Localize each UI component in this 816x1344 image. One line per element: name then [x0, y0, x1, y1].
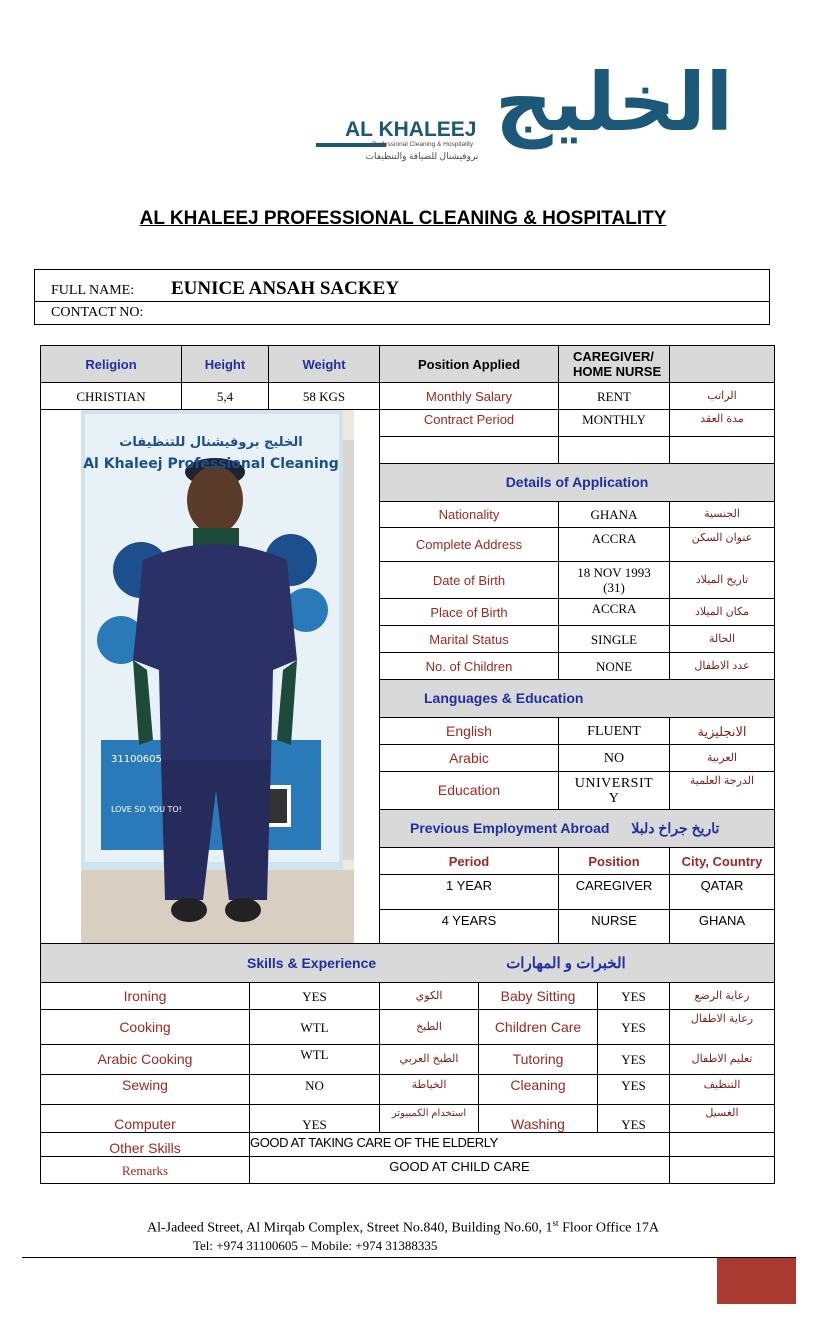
position-empty-cell: [669, 345, 775, 383]
skill-ironing-label: Ironing: [40, 982, 250, 1010]
skill-arabiccooking-value: WTL: [249, 1044, 380, 1075]
arabic-value: NO: [558, 744, 670, 772]
employment-title: [379, 809, 775, 848]
skill-ironing-value: YES: [249, 982, 380, 1010]
employment-title-ar: تاريخ جراخ دلبلا: [631, 820, 720, 836]
dob-label: Date of Birth: [379, 561, 559, 599]
empty-cell-2: [558, 436, 670, 464]
footer-address: Al-Jadeed Street, Al Mirqab Complex, Street No.840, Building No.60, 1st Floor Office 17A: [146, 1218, 660, 1236]
details-title: Details of Application: [379, 463, 775, 502]
employment-row-2-position: NURSE: [558, 909, 670, 944]
arabic-label: Arabic: [379, 744, 559, 772]
pob-ar: مكان الميلاد: [669, 598, 775, 626]
footer-phone: Tel: +974 31100605 – Mobile: +974 31388335: [193, 1238, 438, 1253]
dob-value: 18 NOV 1993 (31): [558, 561, 670, 599]
skill-computer-label: Computer: [40, 1104, 250, 1133]
arabic-ar: العربية: [669, 744, 775, 772]
english-label: English: [379, 717, 559, 745]
skill-cleaning-label: Cleaning: [478, 1074, 598, 1105]
position-applied-header: Position Applied: [379, 345, 559, 383]
logo-arabic-tagline: بروفيشنال للضيافة والتنظيفات: [365, 151, 479, 161]
full-name-label: FULL NAME:: [51, 283, 135, 298]
education-ar: الدرجة العلمية: [669, 771, 775, 810]
other-skills-value: GOOD AT TAKING CARE OF THE ELDERLY: [249, 1132, 670, 1157]
contract-value: MONTHLY: [558, 409, 670, 437]
nationality-label: Nationality: [379, 501, 559, 528]
pob-value: ACCRA: [558, 598, 670, 626]
weight-value: 58 KGS: [268, 382, 380, 410]
skill-babysitting-value: YES: [597, 982, 670, 1010]
skills-title-ar: الخبرات و المهارات: [506, 954, 626, 972]
skill-computer-ar: استخدام الكمبيوتر: [379, 1104, 479, 1133]
skill-cooking-value: WTL: [249, 1009, 380, 1045]
contract-label: Contract Period: [379, 409, 559, 437]
skill-babysitting-ar: رعاية الرضع: [669, 982, 775, 1010]
contact-label: CONTACT NO:: [51, 305, 144, 320]
skill-tutoring-ar: تعليم الاطفال: [669, 1044, 775, 1075]
name-box: [34, 269, 770, 325]
marital-ar: الحالة: [669, 625, 775, 653]
footer-rule: [22, 1257, 796, 1258]
empty-cell-1: [379, 436, 559, 464]
candidate-photo: [81, 410, 354, 943]
remarks-empty: [669, 1156, 775, 1184]
english-ar: الانجليزية: [669, 717, 775, 745]
salary-ar: الراتب: [669, 382, 775, 410]
logo-tagline: Professional Cleaning & Hospitality: [372, 141, 474, 148]
skill-ironing-ar: الكوي: [379, 982, 479, 1010]
address-label: Complete Address: [379, 527, 559, 562]
skill-babysitting-label: Baby Sitting: [478, 982, 598, 1010]
employment-position-header: Position: [558, 847, 670, 875]
skill-childrencare-label: Children Care: [478, 1009, 598, 1045]
employment-row-1-country: QATAR: [669, 874, 775, 910]
skill-cooking-ar: الطبخ: [379, 1009, 479, 1045]
religion-header: Religion: [40, 345, 182, 383]
banner-text-ar: الخليج بروفيشنال للتنظيفات: [119, 435, 303, 450]
english-value: FLUENT: [558, 717, 670, 745]
skill-childrencare-ar: رعاية الاطفال: [669, 1009, 775, 1045]
name-divider: [34, 301, 770, 302]
employment-title-en: Previous Employment Abroad: [410, 820, 610, 836]
skill-sewing-ar: الخياطة: [379, 1074, 479, 1105]
skill-childrencare-value: YES: [597, 1009, 670, 1045]
employment-row-1-position: CAREGIVER: [558, 874, 670, 910]
skills-title: [40, 943, 775, 983]
employment-country-header: City, Country: [669, 847, 775, 875]
height-value: 5,4: [181, 382, 269, 410]
religion-value: CHRISTIAN: [40, 382, 182, 410]
skill-tutoring-label: Tutoring: [478, 1044, 598, 1075]
banner-text-en: Al Khaleej Professional Cleaning: [83, 456, 339, 472]
address-value: ACCRA: [558, 527, 670, 562]
education-label: Education: [379, 771, 559, 810]
skill-tutoring-value: YES: [597, 1044, 670, 1075]
company-title: AL KHALEEJ PROFESSIONAL CLEANING & HOSPITALITY: [139, 208, 667, 229]
dob-ar: تاريخ الميلاد: [669, 561, 775, 599]
weight-header: Weight: [268, 345, 380, 383]
employment-row-1-period: 1 YEAR: [379, 874, 559, 910]
position-value: CAREGIVER/ HOME NURSE: [558, 345, 670, 383]
remarks-value: GOOD AT CHILD CARE: [249, 1156, 670, 1184]
contract-ar: مدة العقد: [669, 409, 775, 437]
children-label: No. of Children: [379, 652, 559, 680]
other-skills-label: Other Skills: [40, 1132, 250, 1157]
company-logo: [250, 38, 734, 168]
skill-arabiccooking-label: Arabic Cooking: [40, 1044, 250, 1075]
skill-sewing-value: NO: [249, 1074, 380, 1105]
skill-washing-ar: الغسيل: [669, 1104, 775, 1133]
footer-color-block: [717, 1258, 796, 1304]
skill-computer-value: YES: [249, 1104, 380, 1133]
employment-row-2-period: 4 YEARS: [379, 909, 559, 944]
nationality-value: GHANA: [558, 501, 670, 528]
remarks-label: Remarks: [40, 1156, 250, 1184]
address-ar: عنوان السكن: [669, 527, 775, 562]
skill-cleaning-value: YES: [597, 1074, 670, 1105]
height-header: Height: [181, 345, 269, 383]
skill-washing-value: YES: [597, 1104, 670, 1133]
employment-period-header: Period: [379, 847, 559, 875]
empty-cell-3: [669, 436, 775, 464]
skill-cleaning-ar: التنظيف: [669, 1074, 775, 1105]
skill-sewing-label: Sewing: [40, 1074, 250, 1105]
marital-value: SINGLE: [558, 625, 670, 653]
skills-title-en: Skills & Experience: [247, 954, 377, 971]
skill-cooking-label: Cooking: [40, 1009, 250, 1045]
children-value: NONE: [558, 652, 670, 680]
salary-value: RENT: [558, 382, 670, 410]
other-skills-empty: [669, 1132, 775, 1157]
logo-name: AL KHALEEJ: [345, 118, 477, 141]
skill-arabiccooking-ar: الطبخ العربي: [379, 1044, 479, 1075]
education-value: UNIVERSIT Y: [558, 771, 670, 810]
banner-phone: 31100605: [111, 754, 162, 765]
full-name-value: EUNICE ANSAH SACKEY: [171, 278, 400, 299]
nationality-ar: الجنسية: [669, 501, 775, 528]
banner-slogan: LOVE SO YOU TO!: [111, 805, 182, 814]
children-ar: عدد الاطفال: [669, 652, 775, 680]
marital-label: Marital Status: [379, 625, 559, 653]
salary-label: Monthly Salary: [379, 382, 559, 410]
employment-row-2-country: GHANA: [669, 909, 775, 944]
pob-label: Place of Birth: [379, 598, 559, 626]
skill-washing-label: Washing: [478, 1104, 598, 1133]
logo-arabic: الخليج: [495, 56, 734, 149]
languages-title: Languages & Education: [379, 679, 775, 718]
